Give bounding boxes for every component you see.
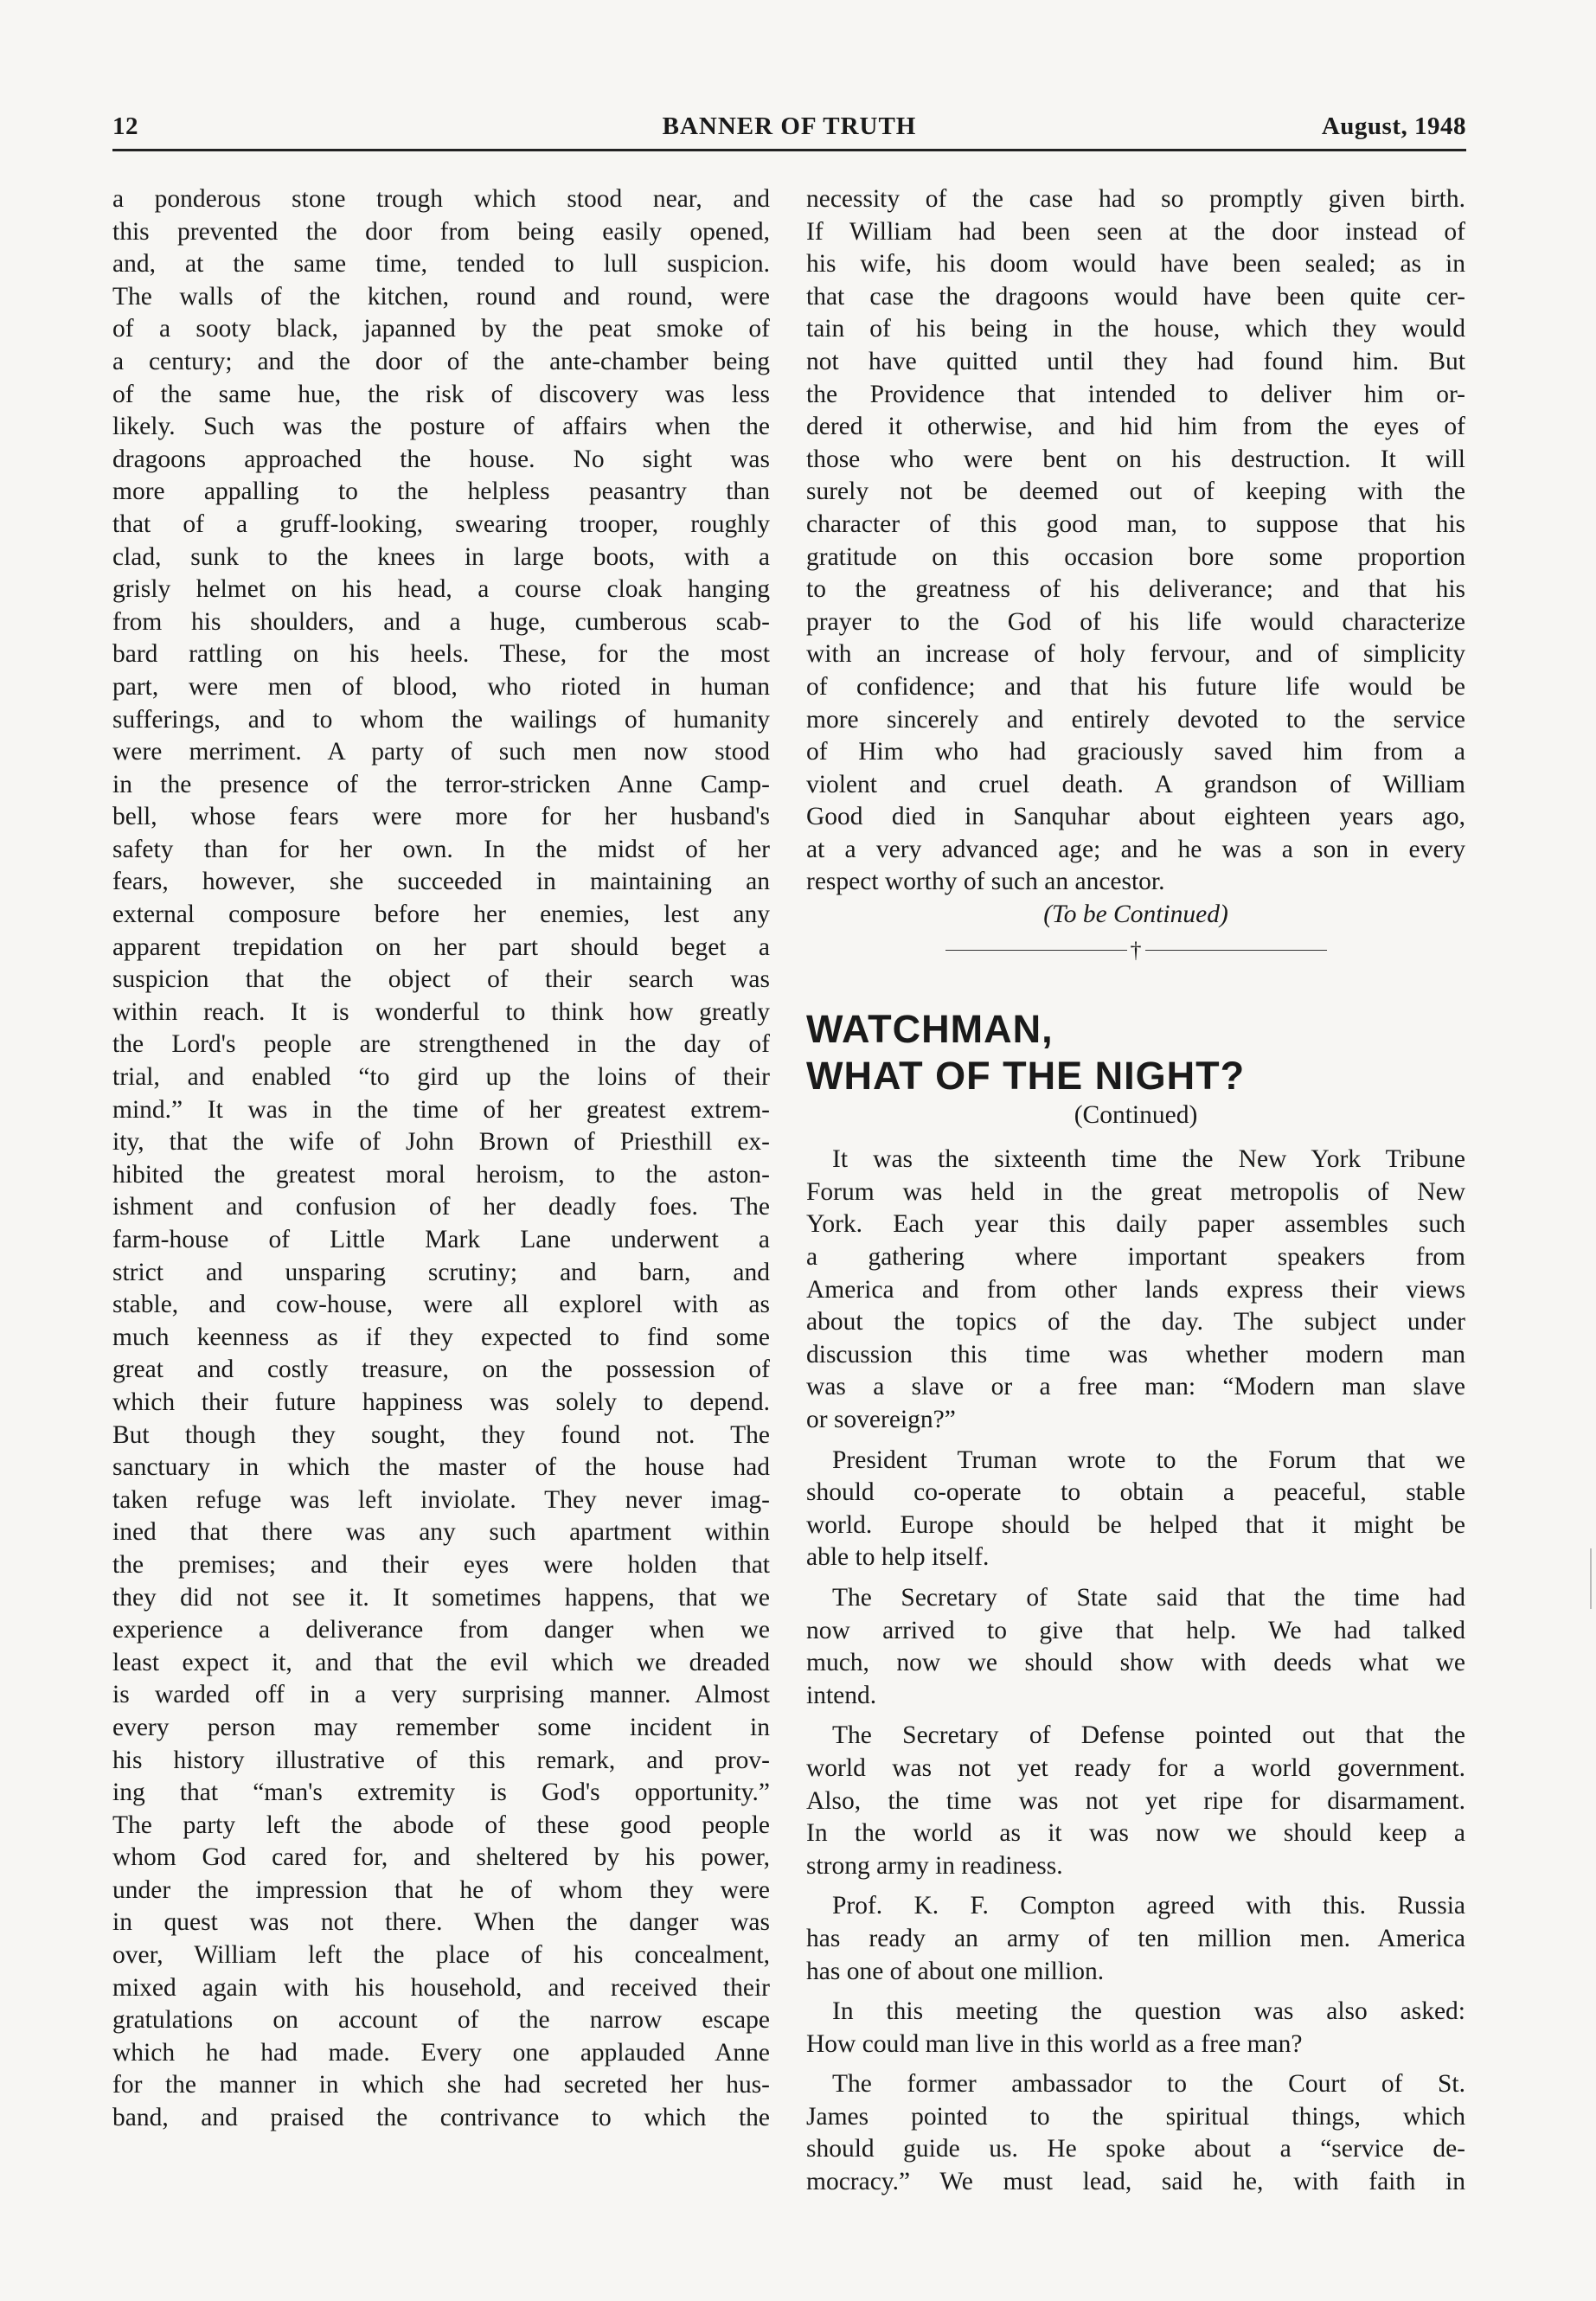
text-line: James pointed to the spiritual things, which <box>806 2102 1465 2131</box>
text-line: of the same hue, the risk of discovery was less <box>112 380 770 408</box>
text-line: every person may remember some incident in <box>112 1713 770 1741</box>
text-line: Good died in Sanquhar about eighteen years ago, <box>806 803 1465 831</box>
text-line: in the presence of the terror-stricken Anne Camp- <box>112 770 770 798</box>
text-line: safety than for her own. In the midst of her <box>112 835 770 863</box>
text-line: for the manner in which she had secreted her hus- <box>112 2071 770 2099</box>
text-line: trial, and enabled “to gird up the loins of their <box>112 1063 770 1092</box>
text-line: How could man live in this world as a free man? <box>806 2029 1303 2058</box>
text-line: of confidence; and that his future life would be <box>806 672 1465 701</box>
text-line: world. Europe should be helped that it might be <box>806 1510 1465 1539</box>
text-line: about the topics of the day. The subject under <box>806 1308 1465 1336</box>
text-line: gratulations on account of the narrow escape <box>112 2006 770 2035</box>
text-line: taken refuge was left inviolate. They never imag- <box>112 1485 770 1514</box>
text-line: clad, sunk to the knees in large boots, with a <box>112 542 770 571</box>
text-line: were merriment. A party of such men now stood <box>112 738 770 766</box>
text-line: ity, that the wife of John Brown of Priesthill ex- <box>112 1128 770 1157</box>
text-line: a gathering where important speakers from <box>806 1243 1465 1272</box>
text-line: least expect it, and that the evil which we dreaded <box>112 1648 770 1676</box>
text-line: In this meeting the question was also asked: <box>832 1997 1465 2026</box>
text-line: grisly helmet on his head, a course cloak hanging <box>112 575 770 604</box>
text-line: The Secretary of State said that the time had <box>832 1583 1465 1612</box>
article-body <box>806 1144 1465 2198</box>
paragraph <box>806 1890 1465 1988</box>
text-line: is warded off in a very surprising manner. Almost <box>112 1681 770 1709</box>
text-line: discussion this time was whether modern man <box>806 1340 1465 1368</box>
text-line: mocracy.” We must lead, said he, with faith in <box>806 2168 1465 2196</box>
text-line: from his shoulders, and a huge, cumberous scab- <box>112 607 770 636</box>
text-line: has one of about one million. <box>806 1957 1105 1985</box>
text-line: now arrived to give that help. We had talked <box>806 1616 1465 1644</box>
text-line: band, and praised the contrivance to which the <box>112 2104 770 2132</box>
issue-date: August, 1948 <box>1321 112 1466 140</box>
publication-title: BANNER OF TRUTH <box>662 112 917 140</box>
text-line: that case the dragoons would have been quite cer- <box>806 282 1465 311</box>
text-line: It was the sixteenth time the New York Tribune <box>832 1145 1465 1174</box>
text-line: bell, whose fears were more for her husband's <box>112 803 770 831</box>
page-number: 12 <box>112 112 138 140</box>
text-line: should co-operate to obtain a peaceful, stable <box>806 1478 1465 1507</box>
text-line: apparent trepidation on her part should beget a <box>112 933 770 961</box>
text-line: which he had made. Every one applauded Anne <box>112 2038 770 2067</box>
text-line: a century; and the door of the ante-chamber being <box>112 347 770 375</box>
text-line: not have quitted until they had found him. But <box>806 347 1465 375</box>
text-line: York. Each year this daily paper assembles such <box>806 1210 1465 1239</box>
text-line: tain of his being in the house, which they would <box>806 315 1465 343</box>
text-line: likely. Such was the posture of affairs when the <box>112 413 770 441</box>
text-line: dragoons approached the house. No sight was <box>112 445 770 473</box>
text-line: much, now we should show with deeds what we <box>806 1649 1465 1677</box>
article-title <box>806 1006 1465 1099</box>
text-line: within reach. It is wonderful to think how greatly <box>112 997 770 1026</box>
text-line: farm-house of Little Mark Lane underwent a <box>112 1226 770 1253</box>
text-line: stable, and cow-house, were all explorel with as <box>112 1291 770 1319</box>
text-line: his wife, his doom would have been sealed; as in <box>806 250 1465 279</box>
text-line: of Him who had graciously saved him from a <box>806 738 1465 766</box>
text-line: more appalling to the helpless peasantry than <box>112 478 770 506</box>
text-line: at a very advanced age; and he was a son in every <box>806 835 1465 863</box>
text-line: mind.” It was in the time of her greatest extrem- <box>112 1095 770 1124</box>
text-line: necessity of the case had so promptly given birth. <box>806 185 1465 213</box>
text-line: intend. <box>806 1681 877 1709</box>
text-line: Also, the time was not yet ripe for disarmament. <box>806 1786 1465 1815</box>
paragraph <box>806 1720 1465 1882</box>
text-line: ing that “man's extremity is God's opportunity.” <box>112 1779 770 1807</box>
text-line: and, at the same time, tended to lull suspicion. <box>112 250 770 279</box>
text-line: much keenness as if they expected to find some <box>112 1323 770 1351</box>
text-line: mixed again with his household, and received their <box>112 1973 770 2002</box>
text-line: Forum was held in the great metropolis of New <box>806 1177 1465 1206</box>
text-line: over, William left the place of his concealment, <box>112 1941 770 1970</box>
section-separator <box>806 933 1465 968</box>
text-line: America and from other lands express their views <box>806 1275 1465 1304</box>
text-line: was a slave or a free man: “Modern man slave <box>806 1373 1465 1401</box>
text-line: this prevented the door from being easily opened, <box>112 217 770 246</box>
right-column <box>806 183 1465 2199</box>
story-continuation <box>806 183 1465 899</box>
text-line: President Truman wrote to the Forum that we <box>832 1445 1465 1474</box>
text-line: suspicion that the object of their search was <box>112 965 770 994</box>
text-line: prayer to the God of his life would characterize <box>806 607 1465 636</box>
scan-margin-mark <box>1590 1548 1592 1609</box>
text-line: The walls of the kitchen, round and round, were <box>112 282 770 311</box>
text-line: If William had been seen at the door instead of <box>806 217 1465 246</box>
text-line: violent and cruel death. A grandson of William <box>806 770 1465 798</box>
article-title-line-1: WATCHMAN, <box>806 1006 1054 1051</box>
text-line: dered it otherwise, and hid him from the eyes of <box>806 413 1465 441</box>
text-line: or sovereign?” <box>806 1406 956 1433</box>
text-line: The party left the abode of these good people <box>112 1811 770 1839</box>
text-line: which their future happiness was solely to depend. <box>112 1388 770 1416</box>
running-header <box>112 109 1466 151</box>
to-be-continued: (To be Continued) <box>1043 901 1228 929</box>
separator-rule-left <box>945 950 1127 951</box>
text-line: world was not yet ready for a world government. <box>806 1753 1465 1782</box>
text-line: has ready an army of ten million men. America <box>806 1924 1465 1952</box>
text-line: The former ambassador to the Court of St. <box>832 2070 1465 2099</box>
left-column <box>112 183 770 2135</box>
text-line: with an increase of holy fervour, and of simplicity <box>806 640 1465 669</box>
text-line: hibited the greatest moral heroism, to the aston- <box>112 1160 770 1189</box>
text-line: those who were bent on his destruction. It will <box>806 445 1465 473</box>
paragraph <box>806 2068 1465 2198</box>
text-line: great and costly treasure, on the possession of <box>112 1356 770 1384</box>
text-line: his history illustrative of this remark, and prov- <box>112 1746 770 1774</box>
text-line: fears, however, she succeeded in maintaining an <box>112 868 770 896</box>
text-line: strict and unsparing scrutiny; and barn, and <box>112 1258 770 1286</box>
text-line: able to help itself. <box>806 1543 990 1572</box>
text-line: ined that there was any such apartment within <box>112 1518 770 1547</box>
text-line: gratitude on this occasion bore some proportion <box>806 542 1465 571</box>
text-line: they did not see it. It sometimes happens, that we <box>112 1583 770 1612</box>
text-line: ishment and confusion of her deadly foes. The <box>112 1193 770 1221</box>
text-line: part, were men of blood, who rioted in human <box>112 672 770 701</box>
separator-rule-right <box>1145 950 1327 951</box>
text-line: character of this good man, to suppose that his <box>806 510 1465 538</box>
text-line: the Lord's people are strengthened in the day of <box>112 1030 770 1059</box>
text-line: respect worthy of such an ancestor. <box>806 868 1165 896</box>
text-line: surely not be deemed out of keeping with the <box>806 478 1465 506</box>
text-line: the premises; and their eyes were holden that <box>112 1550 770 1579</box>
paragraph <box>806 1445 1465 1574</box>
text-line: more sincerely and entirely devoted to the service <box>806 705 1465 734</box>
dagger-ornament: † <box>1130 938 1142 964</box>
text-line: bard rattling on his heels. These, for the most <box>112 640 770 669</box>
text-line: strong army in readiness. <box>806 1851 1063 1880</box>
text-line: that of a gruff-looking, swearing trooper, roughly <box>112 510 770 538</box>
text-line: Prof. K. F. Compton agreed with this. Russia <box>832 1892 1465 1920</box>
text-line: In the world as it was now we should keep a <box>806 1819 1465 1848</box>
text-line: a ponderous stone trough which stood near, and <box>112 185 770 213</box>
article-title-line-2: WHAT OF THE NIGHT? <box>806 1053 1246 1098</box>
text-line: sufferings, and to whom the wailings of humanity <box>112 705 770 734</box>
article-subtitle: (Continued) <box>1074 1100 1198 1129</box>
paragraph <box>806 1582 1465 1712</box>
text-line: But though they sought, they found not. The <box>112 1420 770 1449</box>
paragraph <box>806 1996 1465 2061</box>
text-line: external composure before her enemies, lest any <box>112 901 770 929</box>
text-line: The Secretary of Defense pointed out that the <box>832 1721 1465 1750</box>
text-line: sanctuary in which the master of the house had <box>112 1453 770 1482</box>
text-line: under the impression that he of whom they were <box>112 1875 770 1904</box>
text-line: should guide us. He spoke about a “service de- <box>806 2135 1465 2163</box>
text-line: in quest was not there. When the danger was <box>112 1908 770 1937</box>
text-line: the Providence that intended to deliver him or- <box>806 380 1465 408</box>
text-line: experience a deliverance from danger when we <box>112 1616 770 1644</box>
paragraph <box>806 1144 1465 1436</box>
text-line: to the greatness of his deliverance; and that his <box>806 575 1465 604</box>
text-line: whom God cared for, and sheltered by his power, <box>112 1843 770 1872</box>
text-line: of a sooty black, japanned by the peat smoke of <box>112 315 770 343</box>
